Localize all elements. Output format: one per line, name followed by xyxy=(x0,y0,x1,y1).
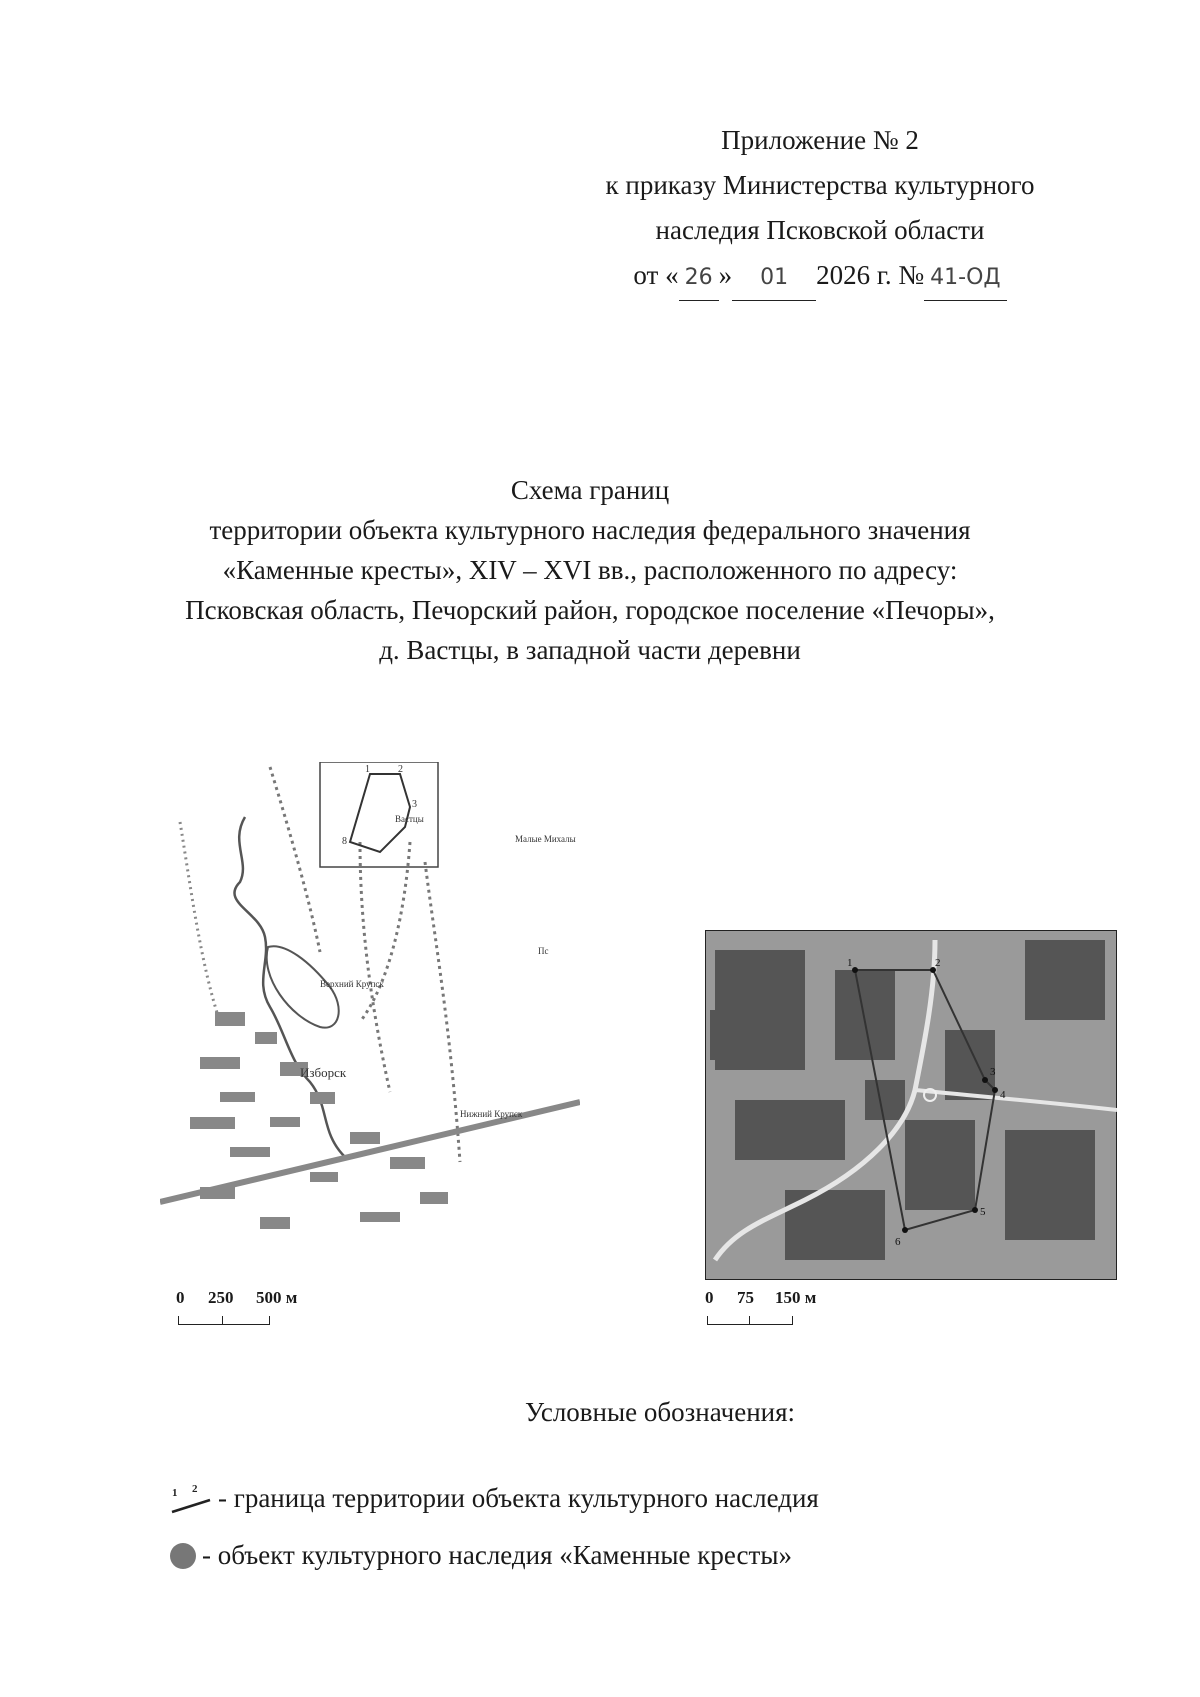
inset-point-label: 1 xyxy=(365,764,370,775)
ministry-name: наследия Псковской области xyxy=(655,215,985,245)
label-verkhny-krupsk: Верхний Крупск xyxy=(320,979,384,989)
label-izborsk: Изборск xyxy=(300,1065,347,1080)
legend-boundary: 1 2 - граница территории объекта культурного наследия xyxy=(170,1480,819,1516)
svg-text:4: 4 xyxy=(1000,1089,1006,1101)
label-ps: Пс xyxy=(538,946,549,956)
legend-object: - объект культурного наследия «Каменные кресты» xyxy=(170,1540,792,1571)
label-vastsy: Вастцы xyxy=(395,814,424,824)
label-mal-mikhaly: Малые Михалы xyxy=(515,834,576,844)
inset-boundary xyxy=(350,774,410,852)
order-month: 01 xyxy=(732,255,816,301)
overview-map xyxy=(160,762,580,1282)
object-dot-icon xyxy=(170,1543,196,1569)
settlement-blocks xyxy=(190,1012,448,1229)
satellite-map xyxy=(705,930,1117,1280)
document-header xyxy=(560,118,1080,301)
dirt-road xyxy=(180,822,220,1022)
svg-text:2: 2 xyxy=(935,957,941,969)
svg-text:1: 1 xyxy=(172,1487,178,1499)
dirt-road xyxy=(360,842,390,1092)
legend-title: Условные обозначения: xyxy=(524,1397,796,1427)
scheme-title: Схема границ территории объекта культурного наследия федерального значения «Каменные кресты», XIV – XVI вв., расположенного по адресу: Псковская область, Печорский район, городское поселение «Печоры», д. Вастцы, в западной части деревни xyxy=(185,475,995,665)
order-number: 41-ОД xyxy=(924,255,1006,301)
svg-text:1: 1 xyxy=(847,957,853,969)
label-nizhny-krupsk: Нижний Крупск xyxy=(460,1109,523,1119)
dirt-road xyxy=(425,862,460,1162)
inset-point-label: 3 xyxy=(412,799,417,810)
dirt-road xyxy=(270,767,320,952)
svg-text:3: 3 xyxy=(990,1066,996,1078)
order-day: 26 xyxy=(679,255,719,301)
inset-point-label: 2 xyxy=(398,764,403,775)
dirt-road xyxy=(360,842,410,1022)
inset-point-label: 8 xyxy=(342,836,347,847)
svg-text:6: 6 xyxy=(895,1236,901,1248)
appendix-number: Приложение № 2 xyxy=(721,125,919,155)
boundary-line-icon xyxy=(170,1480,212,1516)
order-reference: к приказу Министерства культурного xyxy=(605,170,1035,200)
svg-text:5: 5 xyxy=(980,1206,986,1218)
order-date-line: от « 26 » 01 2026 г. № 41-ОД xyxy=(560,253,1080,301)
svg-text:2: 2 xyxy=(192,1483,198,1495)
